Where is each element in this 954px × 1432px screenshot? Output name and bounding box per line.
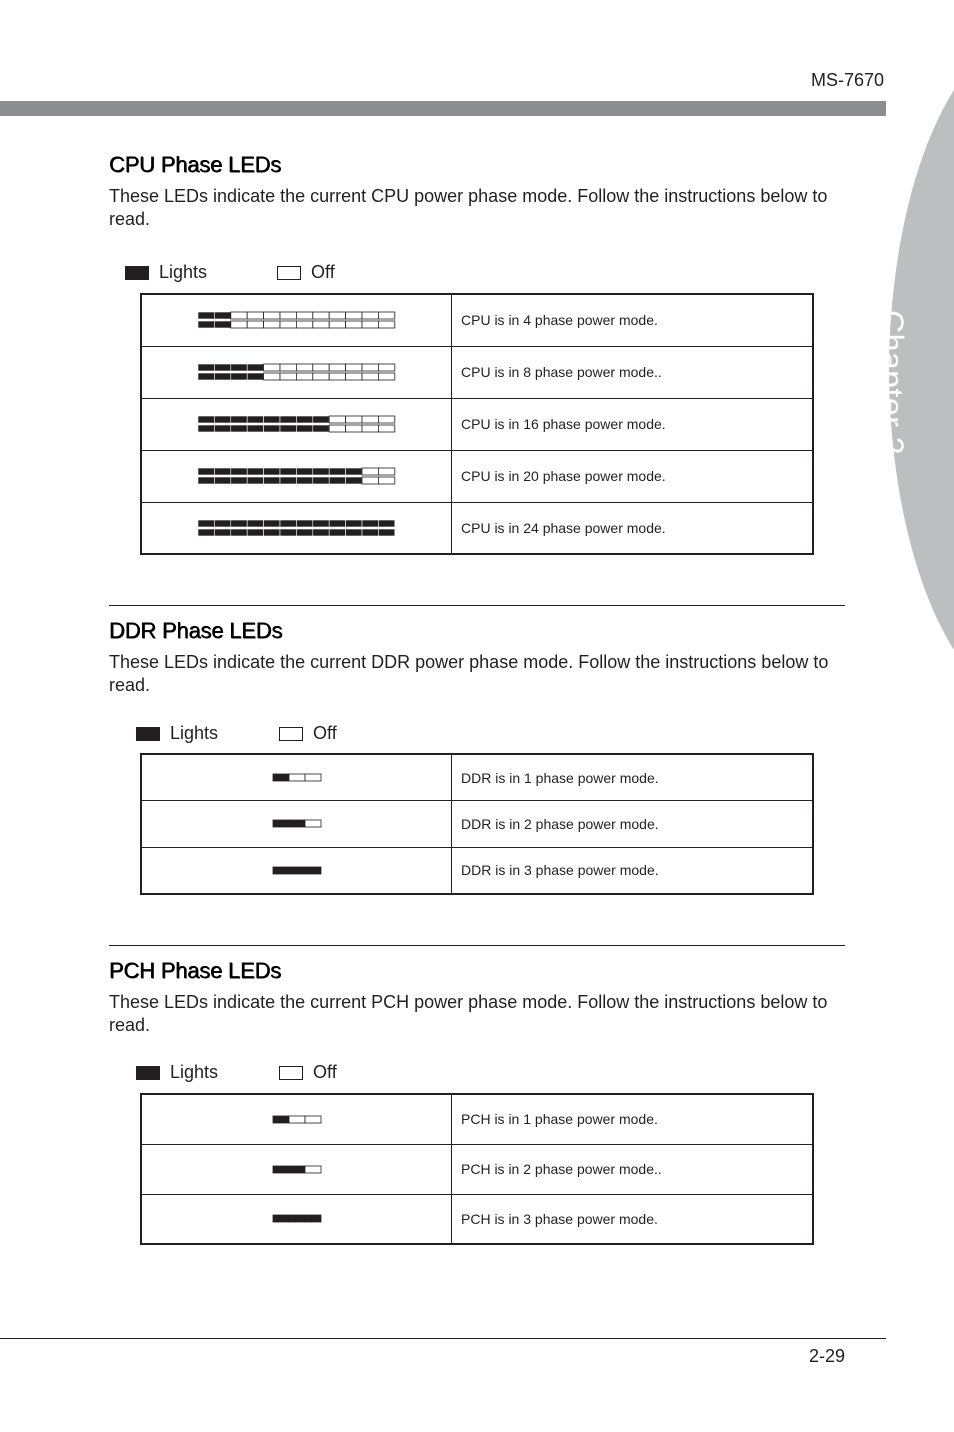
led-on [198,416,214,423]
section-divider [109,945,845,946]
led-on [231,425,247,432]
led-off [313,373,329,380]
off-swatch [277,266,301,280]
led-on [280,425,296,432]
off-label: Off [313,723,337,743]
led-on [247,529,263,536]
led-off [280,373,296,380]
led-on [264,425,280,432]
led-indicator-cell [141,1194,452,1244]
led-off [378,312,394,319]
led-indicator-cell [141,294,452,346]
led-off [313,364,329,371]
led-off [378,468,394,475]
led-on [329,477,345,484]
led-on [346,468,362,475]
led-on [329,468,345,475]
led-on [247,373,263,380]
table-row [141,398,813,450]
led-off [378,373,394,380]
led-on [313,425,329,432]
led-off [329,321,345,328]
led-description: PCH is in 3 phase power mode. [452,1194,814,1244]
led-description: PCH is in 2 phase power mode.. [452,1144,814,1194]
led-on [329,529,345,536]
led-on [264,520,280,527]
led-off [362,425,378,432]
lights-label: Lights [159,262,208,282]
led-off [378,416,394,423]
table-row [141,847,813,894]
led-description: PCH is in 1 phase power mode. [452,1094,814,1144]
led-on [313,477,329,484]
led-off [264,312,280,319]
led-indicator [197,363,396,381]
ddr-led-table [140,753,814,895]
led-off [280,364,296,371]
led-description: DDR is in 2 phase power mode. [452,801,814,848]
table-row [141,754,813,801]
led-off [329,364,345,371]
led-on [289,867,305,874]
led-indicator [272,1115,322,1124]
led-description: CPU is in 4 phase power mode. [452,294,814,346]
led-on [214,529,230,536]
off-swatch [279,727,303,741]
led-on [214,468,230,475]
ddr-section-description: These LEDs indicate the current DDR power phase mode. Follow the instructions below to read. [109,652,829,695]
led-off [329,425,345,432]
led-off [264,373,280,380]
led-on [280,477,296,484]
led-off [329,312,345,319]
off-label: Off [313,1062,337,1082]
led-on [329,520,345,527]
pch-legend [136,1062,337,1083]
led-on [247,416,263,423]
led-on [231,529,247,536]
led-off [378,364,394,371]
led-off [362,468,378,475]
table-row [141,1094,813,1144]
led-indicator-cell [141,801,452,848]
led-on [198,321,214,328]
led-on [362,520,378,527]
lights-swatch [136,1066,160,1080]
led-indicator-cell [141,754,452,801]
led-off [346,312,362,319]
led-on [273,1116,289,1123]
led-on [198,477,214,484]
led-on [198,425,214,432]
led-on [280,520,296,527]
model-number: MS-7670 [810,70,884,90]
led-indicator [272,819,322,828]
led-on [296,529,312,536]
led-on [198,312,214,319]
table-row [141,801,813,848]
led-on [362,529,378,536]
pch-led-table [140,1093,814,1245]
led-on [231,477,247,484]
led-on [198,529,214,536]
led-description: DDR is in 3 phase power mode. [452,847,814,894]
led-on [214,477,230,484]
led-on [247,425,263,432]
led-on [247,520,263,527]
table-row [141,1144,813,1194]
chapter-tab-label: Chapter 2 [874,310,910,456]
table-row [141,346,813,398]
led-on [305,1215,321,1222]
cpu-section-title: CPU Phase LEDs [109,152,282,177]
led-on [305,867,321,874]
led-on [231,468,247,475]
pch-section-title: PCH Phase LEDs [109,958,282,983]
led-off [296,373,312,380]
led-indicator-cell [141,1094,452,1144]
led-on [346,477,362,484]
led-off [305,774,321,781]
led-on [313,529,329,536]
page-number: 2-29 [808,1346,845,1366]
led-on [280,529,296,536]
led-off [362,416,378,423]
led-off [362,477,378,484]
led-indicator-cell [141,1144,452,1194]
led-off [247,312,263,319]
lights-label: Lights [170,723,219,743]
led-off [305,1116,321,1123]
led-indicator [197,415,396,433]
led-off [247,321,263,328]
led-on [296,416,312,423]
led-on [289,1166,305,1173]
led-off [378,477,394,484]
led-on [313,520,329,527]
off-label: Off [311,262,335,282]
led-on [346,529,362,536]
led-off [231,321,247,328]
led-indicator [197,467,396,485]
led-on [264,529,280,536]
led-off [378,425,394,432]
led-on [378,529,394,536]
led-off [346,364,362,371]
led-on [231,416,247,423]
led-indicator-cell [141,450,452,502]
led-on [273,1215,289,1222]
led-on [214,364,230,371]
led-on [264,477,280,484]
led-off [313,312,329,319]
led-off [362,321,378,328]
led-on [198,468,214,475]
pch-section-description: These LEDs indicate the current PCH power phase mode. Follow the instructions below to read. [109,992,828,1035]
led-description: CPU is in 20 phase power mode. [452,450,814,502]
led-on [214,416,230,423]
led-off [280,321,296,328]
led-off [280,312,296,319]
led-off [289,1116,305,1123]
led-description: CPU is in 24 phase power mode. [452,502,814,554]
led-description: CPU is in 8 phase power mode.. [452,346,814,398]
led-on [296,468,312,475]
led-description: CPU is in 16 phase power mode. [452,398,814,450]
led-indicator-cell [141,398,452,450]
led-off [346,373,362,380]
led-indicator [272,1214,322,1223]
led-on [280,468,296,475]
led-on [296,425,312,432]
led-on [264,468,280,475]
led-indicator [197,519,396,537]
led-on [198,364,214,371]
led-off [296,312,312,319]
led-off [378,321,394,328]
led-off [264,364,280,371]
led-on [231,520,247,527]
led-off [346,425,362,432]
led-indicator-cell [141,847,452,894]
led-on [378,520,394,527]
footer-rule [0,1338,886,1339]
header-bar [0,101,886,116]
led-on [289,820,305,827]
led-indicator [272,866,322,875]
led-off [305,1166,321,1173]
led-off [362,373,378,380]
led-on [313,416,329,423]
led-on [247,364,263,371]
table-row [141,450,813,502]
led-on [273,820,289,827]
ddr-section-title: DDR Phase LEDs [109,618,283,643]
led-on [198,373,214,380]
led-off [231,312,247,319]
led-off [329,416,345,423]
led-indicator [272,1165,322,1174]
lights-swatch [125,266,149,280]
led-on [273,774,289,781]
lights-swatch [136,727,160,741]
led-indicator-cell [141,346,452,398]
led-on [214,321,230,328]
led-on [198,520,214,527]
led-off [289,774,305,781]
led-off [264,321,280,328]
cpu-led-table [140,293,814,555]
led-off [296,364,312,371]
led-on [296,477,312,484]
led-on [231,364,247,371]
led-indicator [197,311,396,329]
led-off [305,820,321,827]
table-row [141,502,813,554]
led-on [214,425,230,432]
led-on [273,867,289,874]
section-divider [109,605,845,606]
led-on [296,520,312,527]
led-off [346,416,362,423]
led-indicator-cell [141,502,452,554]
led-off [329,373,345,380]
table-row [141,294,813,346]
led-off [313,321,329,328]
led-off [362,312,378,319]
led-on [346,520,362,527]
led-on [273,1166,289,1173]
ddr-legend [136,723,337,744]
led-off [346,321,362,328]
led-on [313,468,329,475]
led-off [362,364,378,371]
led-on [247,468,263,475]
led-indicator [272,773,322,782]
led-on [280,416,296,423]
cpu-section-description: These LEDs indicate the current CPU power phase mode. Follow the instructions below to read. [109,186,828,229]
led-on [214,373,230,380]
led-on [264,416,280,423]
led-description: DDR is in 1 phase power mode. [452,754,814,801]
off-swatch [279,1066,303,1080]
led-on [214,520,230,527]
led-on [231,373,247,380]
led-on [247,477,263,484]
led-off [296,321,312,328]
lights-label: Lights [170,1062,219,1082]
cpu-legend [125,262,335,283]
led-on [214,312,230,319]
table-row [141,1194,813,1244]
led-on [289,1215,305,1222]
